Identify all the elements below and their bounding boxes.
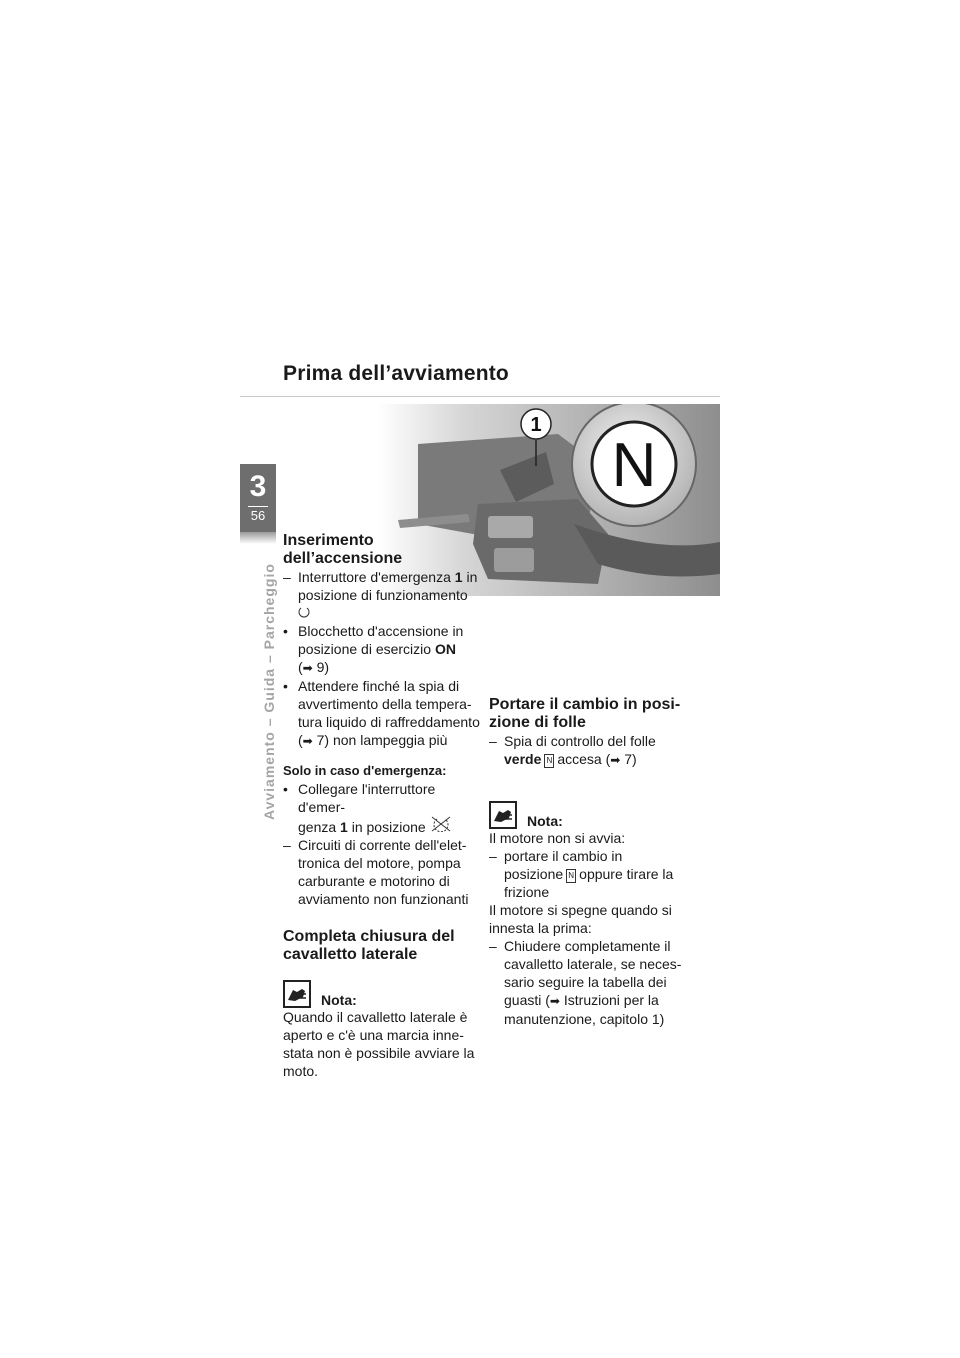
- list-item: – Interruttore d'emergenza 1 in posizione di funzionamento: [283, 568, 481, 622]
- neutral-indicator-icon: N: [566, 869, 576, 883]
- note: [489, 797, 699, 829]
- chapter-number: 3: [249, 470, 267, 503]
- arrow-icon: ➡: [610, 753, 621, 767]
- section-heading-ignition: Inserimento dell’accensione: [283, 532, 403, 567]
- section-heading-sidestand: Completa chiusura del cavalletto laterale: [283, 928, 455, 963]
- list-item: – portare il cambio in posizione N oppure tirare la frizione: [489, 848, 674, 900]
- page-title: Prima dell’avviamento: [283, 362, 509, 385]
- note-text: Quando il cavalletto laterale è aperto e c'è una marcia inne- stata non è possibile avviare la moto.: [283, 1009, 475, 1079]
- off-position-icon: [430, 816, 452, 832]
- chapter-divider: [248, 506, 268, 507]
- run-position-icon: [298, 606, 310, 618]
- arrow-icon: ➡: [302, 734, 313, 748]
- figure-callout: 1: [530, 414, 542, 436]
- left-column: [283, 532, 481, 1080]
- list-item: • Blocchetto d'accensione in posizione di esercizio ON (➡ 9): [283, 623, 464, 675]
- list-item: • Attendere finché la spia di avvertimento della tempera- tura liquido di raffreddamento (➡ 7) non lampeggia più: [283, 678, 480, 748]
- neutral-indicator-icon: N: [544, 754, 554, 768]
- chapter-side-label: Avviamento – Guida – Parcheggio: [261, 563, 277, 820]
- arrow-icon: ➡: [302, 661, 313, 675]
- right-column: [489, 696, 699, 1028]
- neutral-lamp-letter: N: [611, 431, 657, 500]
- emergency-subheading: Solo in caso d'emergenza:: [283, 763, 447, 778]
- note: [283, 976, 481, 1008]
- note-text: Il motore non si avvia:: [489, 830, 626, 846]
- title-divider: [240, 396, 720, 397]
- note-text: Il motore si spegne quando si innesta la prima:: [489, 902, 672, 936]
- chapter-tab: [240, 464, 276, 532]
- list-item: – Circuiti di corrente dell'elet- tronica del motore, pompa carburante e motorino di avviamento non funzionanti: [283, 837, 469, 907]
- list-item: • Collegare l'interruttore d'emer- genza 1 in posizione: [283, 780, 481, 836]
- note-label: Nota:: [527, 813, 563, 829]
- page-number: 56: [250, 508, 266, 523]
- list-item: – Spia di controllo del folle verde N accesa (➡ 7): [489, 733, 656, 767]
- note-icon: [489, 801, 517, 829]
- section-heading-neutral: Portare il cambio in posi- zione di folle: [489, 696, 681, 731]
- note-label: Nota:: [321, 992, 357, 1008]
- list-item: – Chiudere completamente il cavalletto laterale, se neces- sario seguire la tabella dei guasti (➡ Istruzioni per la manutenzione, capitolo 1): [489, 938, 682, 1027]
- note-icon: [283, 980, 311, 1008]
- arrow-icon: ➡: [549, 994, 560, 1008]
